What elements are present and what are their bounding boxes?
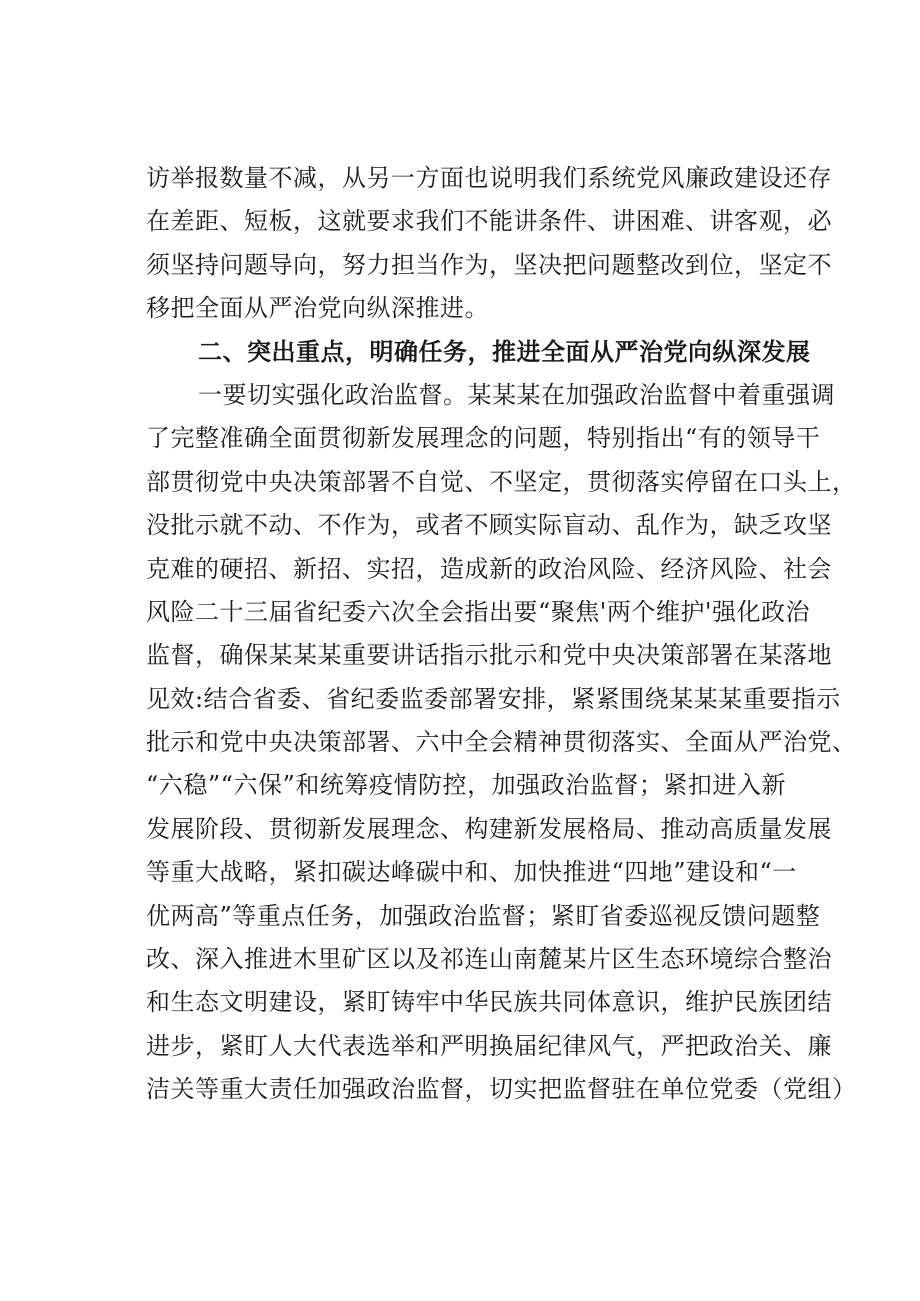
document-body bbox=[146, 157, 857, 1112]
text-line: 进步，紧盯人大代表选举和严明换届纪律风气，严把政治关、廉 bbox=[146, 1031, 832, 1060]
paragraph-continuation bbox=[146, 157, 832, 331]
text-line: 见效:结合省委、省纪委监委部署安排，紧紧围绕某某某重要指示 bbox=[146, 684, 841, 713]
text-line: 监督，确保某某某重要讲话指示批示和党中央决策部署在某落地 bbox=[146, 641, 832, 670]
text-line: 访举报数量不减，从另一方面也说明我们系统党风廉政建设还存 bbox=[146, 164, 832, 192]
text-line: 等重大战略，紧扣碳达峰碳中和、加快推进“四地”建设和“一 bbox=[146, 858, 797, 887]
text-line: 须坚持问题导向，努力担当作为，坚决把问题整改到位，坚定不 bbox=[146, 250, 832, 279]
text-line: 发展阶段、贯彻新发展理念、构建新发展格局、推动高质量发展 bbox=[146, 814, 832, 843]
text-line: 了完整准确全面贯彻新发展理念的问题，特别指出“有的领导干 bbox=[146, 424, 821, 453]
text-line: “六稳”“六保”和统筹疫情防控，加强政治监督；紧扣进入新 bbox=[146, 771, 786, 800]
text-line: 一要切实强化政治监督。某某某在加强政治监督中着重强调 bbox=[198, 380, 835, 409]
text-line: 和生态文明建设，紧盯铸牢中华民族共同体意识，维护民族团结 bbox=[146, 988, 832, 1017]
text-line: 部贯彻党中央决策部署不自觉、不坚定，贯彻落实停留在口头上， bbox=[146, 467, 857, 496]
paragraph-political-supervision bbox=[146, 374, 857, 1112]
text-line: 改、深入推进木里矿区以及祁连山南麓某片区生态环境综合整治 bbox=[146, 945, 832, 974]
text-line: 洁关等重大责任加强政治监督，切实把监督驻在单位党委（党组） bbox=[146, 1075, 857, 1104]
section-heading: 二、突出重点，明确任务，推进全面从严治党向纵深发展 bbox=[198, 337, 811, 366]
text-line: 批示和党中央决策部署、六中全会精神贯彻落实、全面从严治党、 bbox=[146, 728, 857, 757]
text-line: 没批示就不动、不作为，或者不顾实际盲动、乱作为，缺乏攻坚 bbox=[146, 511, 832, 540]
text-line: 在差距、短板，这就要求我们不能讲条件、讲困难、讲客观，必 bbox=[146, 207, 832, 236]
text-line: 风险二十三届省纪委六次全会指出要“聚焦'两个维护'强化政治 bbox=[146, 597, 810, 626]
text-line: 移把全面从严治党向纵深推进。 bbox=[146, 294, 489, 323]
text-line: 优两高”等重点任务，加强政治监督；紧盯省委巡视反馈问题整 bbox=[146, 901, 821, 930]
text-line: 克难的硬招、新招、实招，造成新的政治风险、经济风险、社会 bbox=[146, 554, 832, 583]
